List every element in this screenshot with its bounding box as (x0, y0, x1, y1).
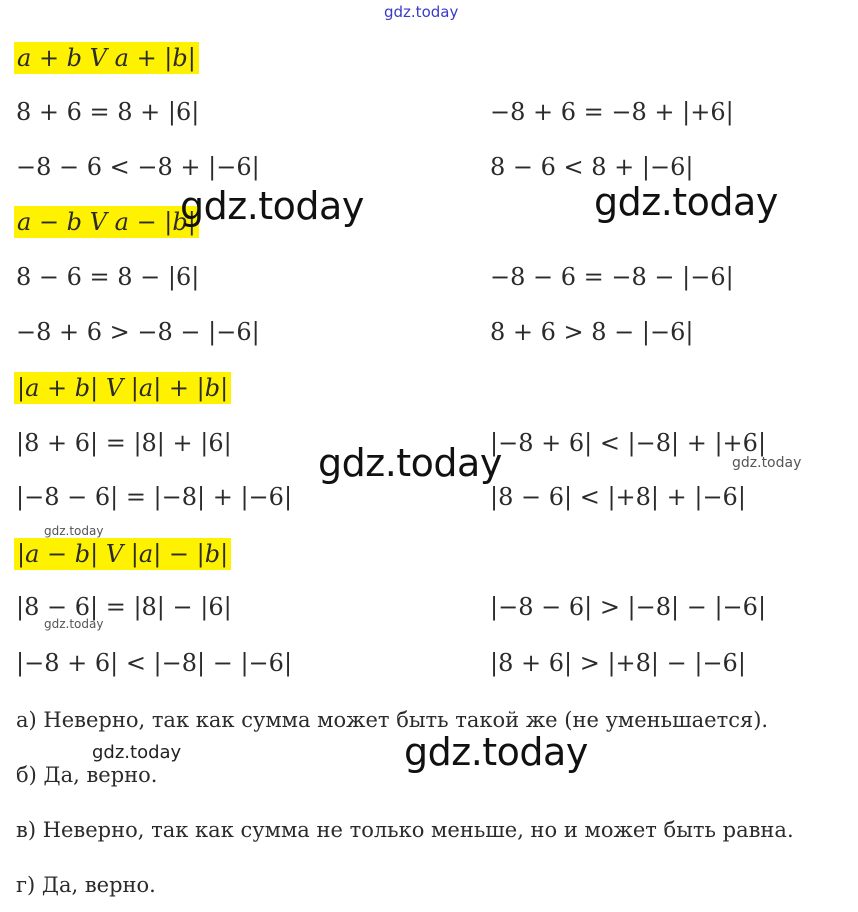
section-1-row-1-left: 8 + 6 = 8 + |6| (16, 98, 200, 126)
watermark-small-1: gdz.today (732, 455, 802, 471)
section-1-row-2-right: 8 − 6 < 8 + |−6| (490, 153, 694, 181)
answer-a: а) Неверно, так как сумма может быть такой же (не уменьшается). (16, 708, 769, 732)
section-2-row-2-left: −8 + 6 > −8 − |−6| (16, 318, 260, 346)
section-2-row-2-right: 8 + 6 > 8 − |−6| (490, 318, 694, 346)
section-4-row-1-right: |−8 − 6| > |−8| − |−6| (490, 593, 767, 621)
watermark-small-3: gdz.today (44, 617, 104, 631)
section-3-header: |a + b| V |a| + |b| (14, 372, 231, 404)
section-4-row-1-left: |8 − 6| = |8| − |6| (16, 593, 232, 621)
watermark-big-2: gdz.today (594, 180, 778, 224)
section-4-row-2-left: |−8 + 6| < |−8| − |−6| (16, 649, 293, 677)
watermark-top: gdz.today (384, 3, 459, 21)
watermark-small-4: gdz.today (92, 742, 182, 763)
section-4-header: |a − b| V |a| − |b| (14, 538, 231, 570)
section-3-row-2-right: |8 − 6| < |+8| + |−6| (490, 483, 746, 511)
section-3-row-1-left: |8 + 6| = |8| + |6| (16, 429, 232, 457)
section-3-row-2-left: |−8 − 6| = |−8| + |−6| (16, 483, 293, 511)
section-4-row-2-right: |8 + 6| > |+8| − |−6| (490, 649, 746, 677)
section-1-row-2-left: −8 − 6 < −8 + |−6| (16, 153, 260, 181)
answer-b: б) Да, верно. (16, 763, 158, 787)
section-1-header: a + b V a + |b| (14, 42, 199, 74)
section-1-row-1-right: −8 + 6 = −8 + |+6| (490, 98, 734, 126)
watermark-big-3: gdz.today (318, 441, 502, 485)
section-3-row-1-right: |−8 + 6| < |−8| + |+6| (490, 429, 767, 457)
watermark-small-2: gdz.today (44, 524, 104, 538)
section-2-row-1-left: 8 − 6 = 8 − |6| (16, 263, 200, 291)
answer-c: в) Неверно, так как сумма не только меньше, но и может быть равна. (16, 818, 794, 842)
section-2-header: a − b V a − |b| (14, 206, 199, 238)
section-2-row-1-right: −8 − 6 = −8 − |−6| (490, 263, 734, 291)
watermark-big-1: gdz.today (180, 184, 364, 228)
answer-d: г) Да, верно. (16, 873, 156, 897)
watermark-big-4: gdz.today (404, 730, 588, 774)
